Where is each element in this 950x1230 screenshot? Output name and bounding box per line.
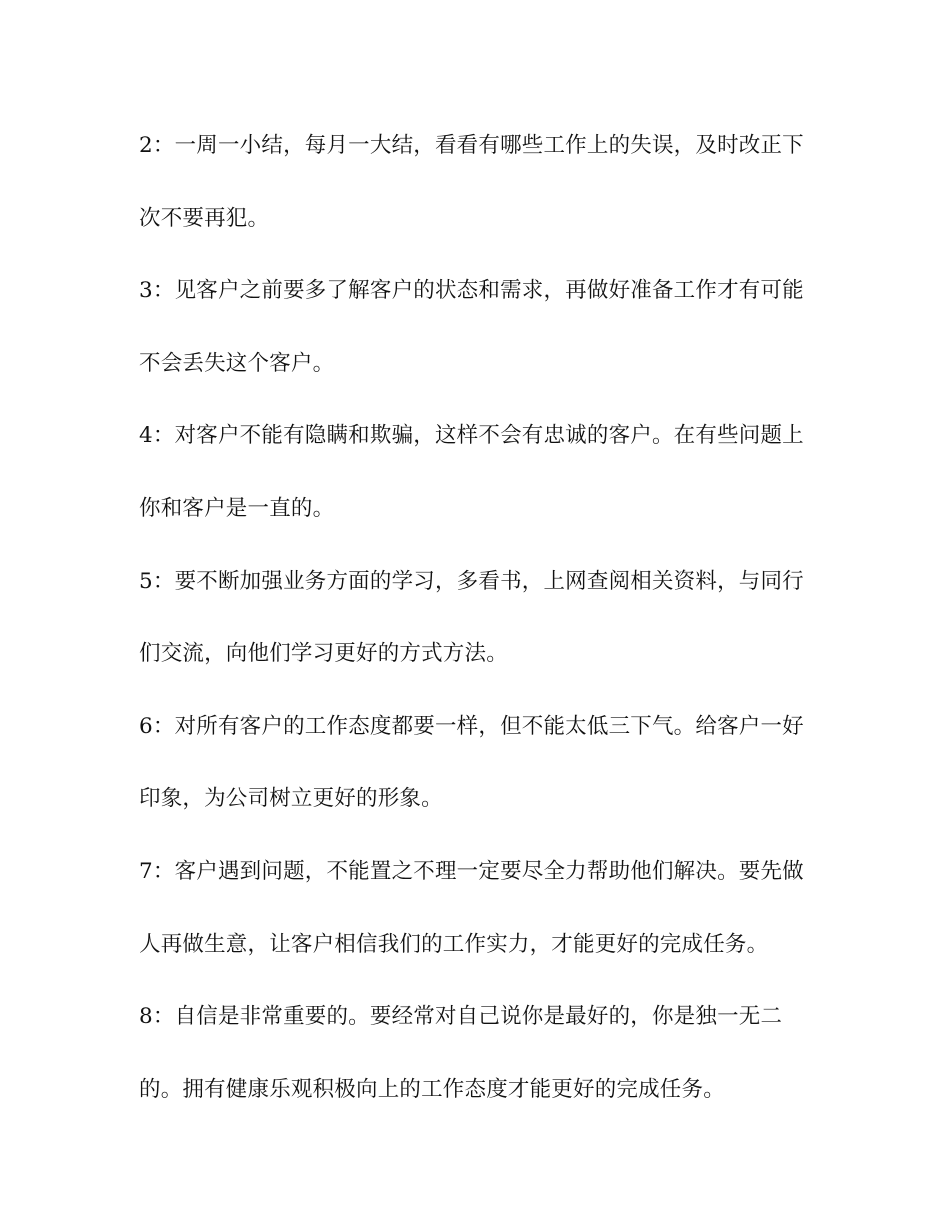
paragraph-line: 8：自信是非常重要的。要经常对自己说你是最好的，你是独一无二 bbox=[139, 1004, 783, 1030]
paragraph-line: 的。拥有健康乐观积极向上的工作态度才能更好的完成任务。 bbox=[139, 1076, 725, 1102]
document-body bbox=[139, 110, 811, 1126]
paragraph-line: 3：见客户之前要多了解客户的状态和需求，再做好准备工作才有可能 bbox=[139, 278, 804, 304]
list-item-8 bbox=[139, 981, 811, 1126]
paragraph-line: 7：客户遇到问题，不能置之不理一定要尽全力帮助他们解决。要先做 bbox=[139, 858, 804, 884]
paragraph-line: 6：对所有客户的工作态度都要一样，但不能太低三下气。给客户一好 bbox=[139, 713, 804, 739]
paragraph-line: 次不要再犯。 bbox=[139, 205, 270, 231]
paragraph-line: 2：一周一小结，每月一大结，看看有哪些工作上的失误，及时改正下 bbox=[139, 133, 804, 158]
list-item-4 bbox=[139, 400, 811, 545]
list-item-2 bbox=[139, 110, 811, 255]
paragraph-line: 5：要不断加强业务方面的学习，多看书，上网查阅相关资料，与同行 bbox=[139, 568, 804, 594]
paragraph-line: 人再做生意，让客户相信我们的工作实力，才能更好的完成任务。 bbox=[139, 931, 769, 957]
paragraph-line: 印象，为公司树立更好的形象。 bbox=[139, 786, 443, 812]
paragraph-line: 你和客户是一直的。 bbox=[139, 495, 335, 521]
list-item-6 bbox=[139, 691, 811, 836]
paragraph-line: 4：对客户不能有隐瞒和欺骗，这样不会有忠诚的客户。在有些问题上 bbox=[139, 423, 804, 449]
list-item-7 bbox=[139, 836, 811, 981]
paragraph-line: 不会丢失这个客户。 bbox=[139, 350, 335, 376]
list-item-3 bbox=[139, 255, 811, 400]
list-item-5 bbox=[139, 546, 811, 691]
paragraph-line: 们交流，向他们学习更好的方式方法。 bbox=[139, 641, 508, 667]
